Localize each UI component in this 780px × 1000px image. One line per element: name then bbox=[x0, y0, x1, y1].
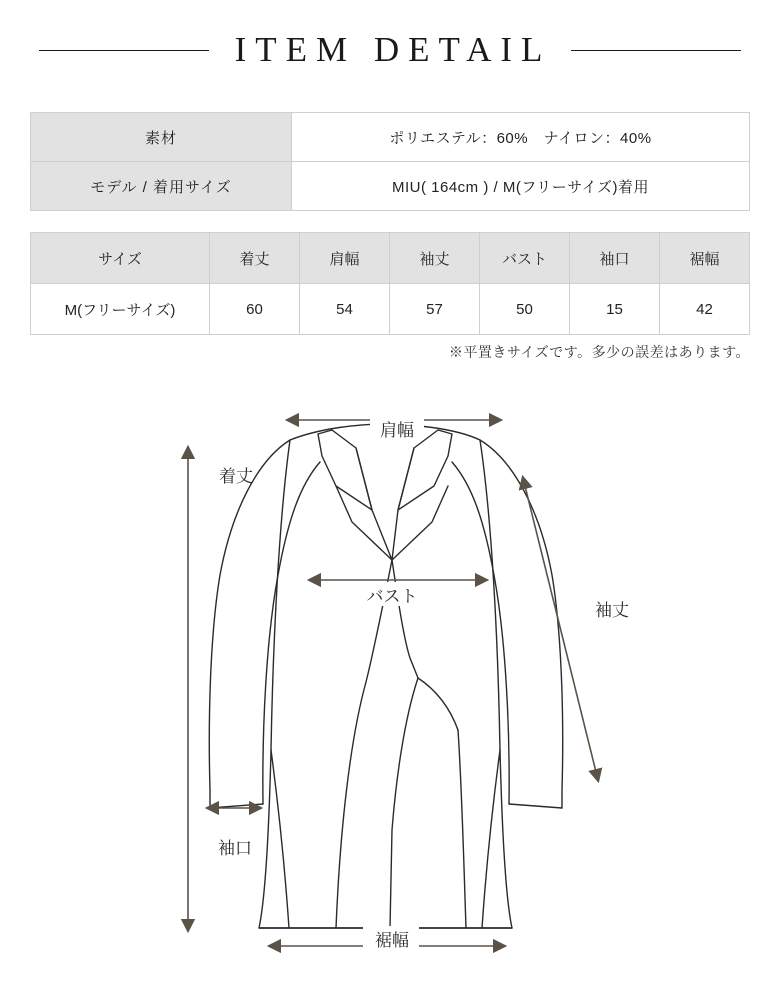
garment-measurement-diagram bbox=[0, 390, 780, 990]
size-header-sleeve: 袖丈 bbox=[390, 233, 480, 284]
spec-label-model: モデル / 着用サイズ bbox=[31, 162, 292, 211]
coat-outline bbox=[209, 424, 562, 928]
label-length: 着丈 bbox=[219, 467, 253, 486]
page-title: ITEM DETAIL bbox=[234, 30, 552, 69]
size-cell-bust: 50 bbox=[480, 284, 570, 335]
spec-label-material: 素材 bbox=[31, 113, 292, 162]
spec-value-model: MIU( 164cm ) / M(フリーサイズ)着用 bbox=[292, 162, 750, 211]
size-cell-hem: 42 bbox=[660, 284, 750, 335]
page-header bbox=[0, 22, 780, 78]
label-sleeve: 袖丈 bbox=[595, 601, 629, 620]
size-header-hem: 裾幅 bbox=[660, 233, 750, 284]
size-cell-sleeve: 57 bbox=[390, 284, 480, 335]
label-hem: 裾幅 bbox=[375, 931, 409, 950]
header-rule-right bbox=[571, 50, 741, 51]
size-cell-length: 60 bbox=[210, 284, 300, 335]
label-bust: バスト bbox=[366, 587, 418, 606]
spec-table bbox=[30, 112, 750, 211]
size-cell-size: M(フリーサイズ) bbox=[31, 284, 210, 335]
table-header-row bbox=[31, 233, 750, 284]
measurement-arrows bbox=[188, 420, 598, 946]
size-header-shoulder: 肩幅 bbox=[300, 233, 390, 284]
size-header-length: 着丈 bbox=[210, 233, 300, 284]
label-shoulder: 肩幅 bbox=[380, 421, 414, 440]
size-header-size: サイズ bbox=[31, 233, 210, 284]
size-table bbox=[30, 232, 750, 335]
table-row bbox=[31, 113, 750, 162]
sleeve-arrow bbox=[523, 478, 598, 780]
size-cell-cuff: 15 bbox=[570, 284, 660, 335]
size-header-cuff: 袖口 bbox=[570, 233, 660, 284]
header-rule-left bbox=[39, 50, 209, 51]
spec-value-material: ポリエステル：60% ナイロン：40% bbox=[292, 113, 750, 162]
size-cell-shoulder: 54 bbox=[300, 284, 390, 335]
label-cuff: 袖口 bbox=[218, 839, 252, 858]
table-row bbox=[31, 162, 750, 211]
measurement-note: ※平置きサイズです。多少の誤差はあります。 bbox=[448, 344, 750, 360]
table-row bbox=[31, 284, 750, 335]
size-header-bust: バスト bbox=[480, 233, 570, 284]
